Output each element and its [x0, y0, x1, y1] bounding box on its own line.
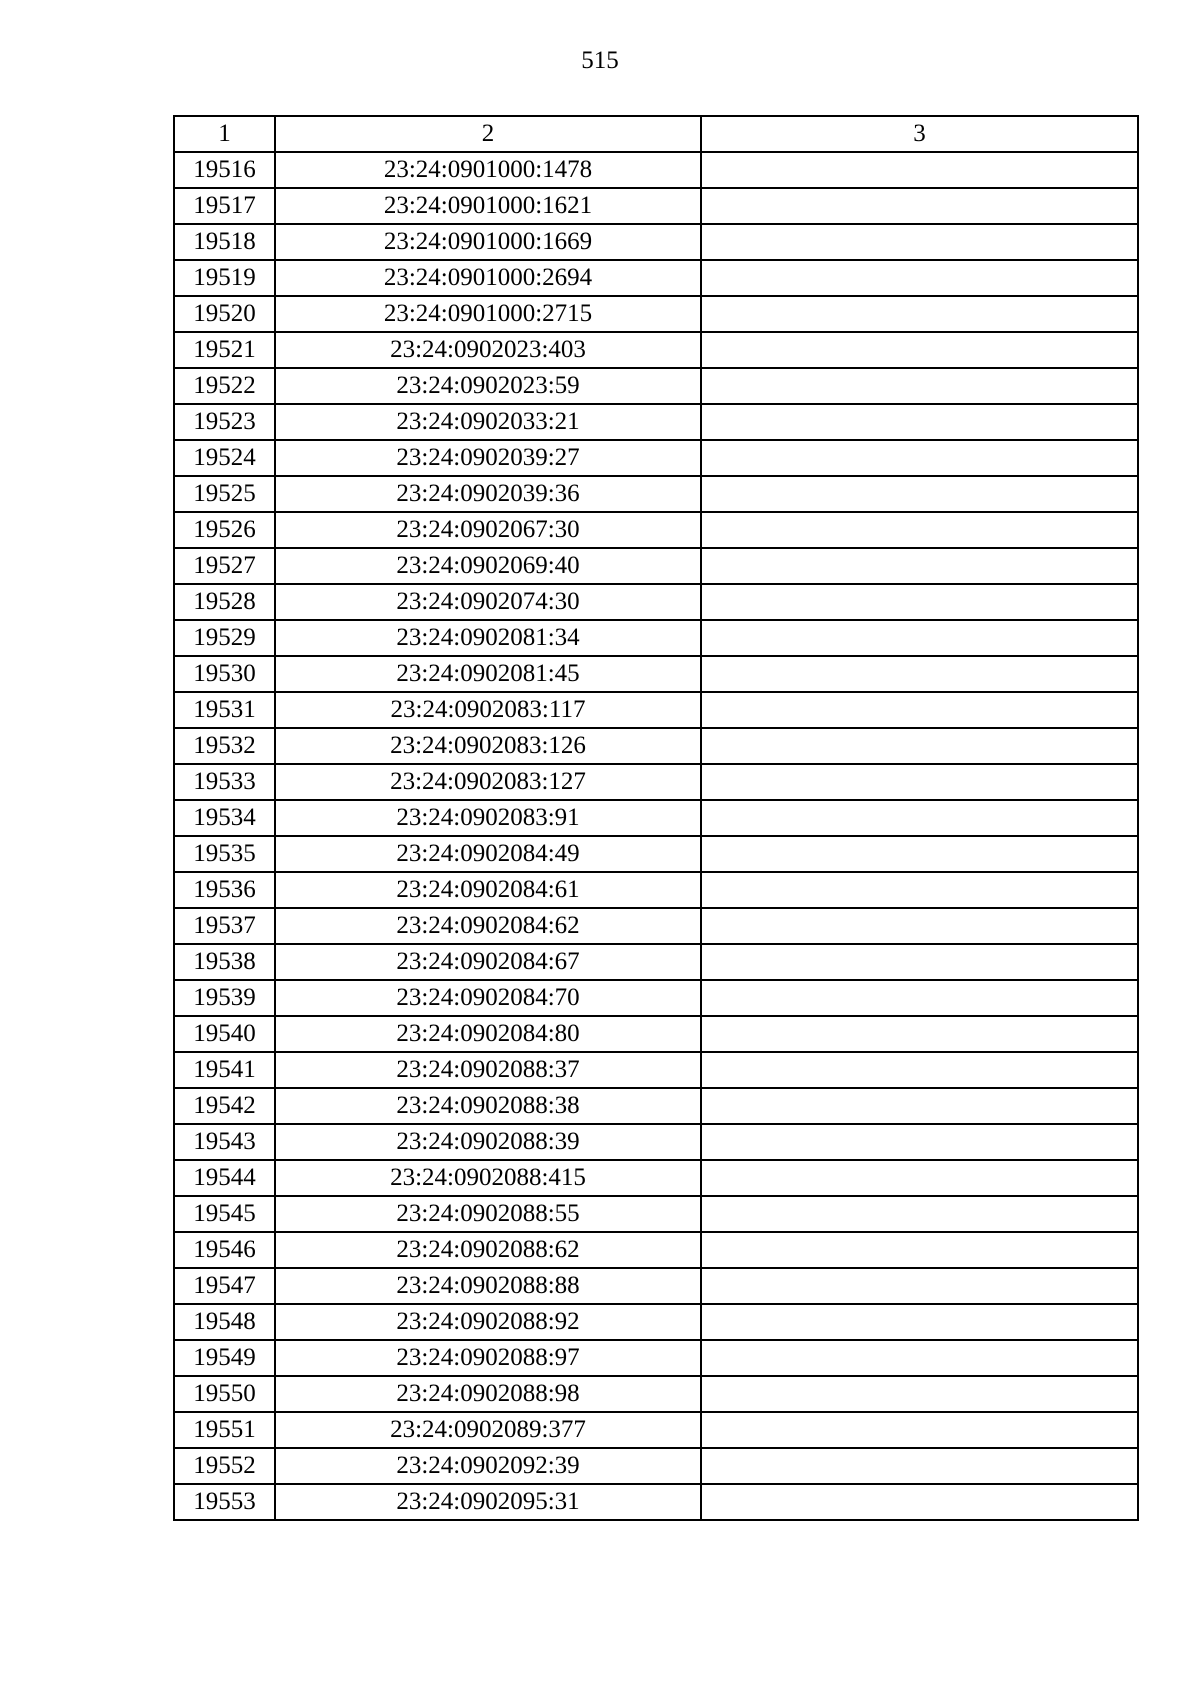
row-number-cell: 19543	[174, 1124, 275, 1160]
note-cell	[701, 1232, 1138, 1268]
table-row	[174, 836, 1138, 872]
note-cell	[701, 296, 1138, 332]
table-row	[174, 980, 1138, 1016]
table-row	[174, 404, 1138, 440]
note-cell	[701, 1124, 1138, 1160]
row-number-cell: 19516	[174, 152, 275, 188]
row-number-cell: 19541	[174, 1052, 275, 1088]
row-number-cell: 19530	[174, 656, 275, 692]
table-row	[174, 296, 1138, 332]
note-cell	[701, 728, 1138, 764]
note-cell	[701, 188, 1138, 224]
row-number-cell: 19517	[174, 188, 275, 224]
table-row	[174, 224, 1138, 260]
row-number-cell: 19540	[174, 1016, 275, 1052]
row-number-cell: 19538	[174, 944, 275, 980]
cadastral-number-cell: 23:24:0902083:127	[275, 764, 701, 800]
table-row	[174, 1196, 1138, 1232]
table-row	[174, 1232, 1138, 1268]
note-cell	[701, 476, 1138, 512]
row-number-cell: 19526	[174, 512, 275, 548]
table-row	[174, 1052, 1138, 1088]
table-header	[174, 116, 1138, 152]
note-cell	[701, 836, 1138, 872]
cadastral-number-cell: 23:24:0902095:31	[275, 1484, 701, 1520]
cadastral-number-cell: 23:24:0902083:126	[275, 728, 701, 764]
note-cell	[701, 1484, 1138, 1520]
cadastral-number-cell: 23:24:0902084:70	[275, 980, 701, 1016]
table-row	[174, 1376, 1138, 1412]
note-cell	[701, 1196, 1138, 1232]
row-number-cell: 19547	[174, 1268, 275, 1304]
table-row	[174, 152, 1138, 188]
row-number-cell: 19551	[174, 1412, 275, 1448]
header-row	[174, 116, 1138, 152]
table-row	[174, 1412, 1138, 1448]
note-cell	[701, 584, 1138, 620]
table-row	[174, 368, 1138, 404]
cadastral-number-cell: 23:24:0902088:98	[275, 1376, 701, 1412]
table-row	[174, 1448, 1138, 1484]
cadastral-number-cell: 23:24:0902039:36	[275, 476, 701, 512]
table-row	[174, 620, 1138, 656]
note-cell	[701, 224, 1138, 260]
table-row	[174, 440, 1138, 476]
note-cell	[701, 1376, 1138, 1412]
note-cell	[701, 908, 1138, 944]
table-row	[174, 512, 1138, 548]
note-cell	[701, 152, 1138, 188]
cadastral-number-cell: 23:24:0902088:88	[275, 1268, 701, 1304]
row-number-cell: 19544	[174, 1160, 275, 1196]
row-number-cell: 19525	[174, 476, 275, 512]
note-cell	[701, 1412, 1138, 1448]
table-body	[174, 152, 1138, 1520]
table-row	[174, 1160, 1138, 1196]
cadastral-number-cell: 23:24:0902039:27	[275, 440, 701, 476]
table-row	[174, 728, 1138, 764]
row-number-cell: 19545	[174, 1196, 275, 1232]
note-cell	[701, 1304, 1138, 1340]
cadastral-number-cell: 23:24:0902088:55	[275, 1196, 701, 1232]
cadastral-number-cell: 23:24:0902023:59	[275, 368, 701, 404]
note-cell	[701, 1052, 1138, 1088]
row-number-cell: 19542	[174, 1088, 275, 1124]
cadastral-number-cell: 23:24:0902088:92	[275, 1304, 701, 1340]
row-number-cell: 19528	[174, 584, 275, 620]
column-header-2: 2	[275, 116, 701, 152]
row-number-cell: 19520	[174, 296, 275, 332]
row-number-cell: 19521	[174, 332, 275, 368]
cadastral-number-cell: 23:24:0902083:91	[275, 800, 701, 836]
column-header-3: 3	[701, 116, 1138, 152]
note-cell	[701, 260, 1138, 296]
row-number-cell: 19550	[174, 1376, 275, 1412]
note-cell	[701, 1088, 1138, 1124]
row-number-cell: 19548	[174, 1304, 275, 1340]
cadastral-number-cell: 23:24:0902088:39	[275, 1124, 701, 1160]
row-number-cell: 19523	[174, 404, 275, 440]
row-number-cell: 19553	[174, 1484, 275, 1520]
cadastral-number-cell: 23:24:0902084:62	[275, 908, 701, 944]
cadastral-number-cell: 23:24:0902088:38	[275, 1088, 701, 1124]
cadastral-number-cell: 23:24:0902088:62	[275, 1232, 701, 1268]
row-number-cell: 19534	[174, 800, 275, 836]
row-number-cell: 19519	[174, 260, 275, 296]
table-row	[174, 656, 1138, 692]
note-cell	[701, 1268, 1138, 1304]
cadastral-number-cell: 23:24:0902088:97	[275, 1340, 701, 1376]
cadastral-number-cell: 23:24:0902081:34	[275, 620, 701, 656]
table-row	[174, 1340, 1138, 1376]
cadastral-number-cell: 23:24:0902088:415	[275, 1160, 701, 1196]
table-row	[174, 1124, 1138, 1160]
table-row	[174, 1268, 1138, 1304]
note-cell	[701, 1448, 1138, 1484]
table-row	[174, 332, 1138, 368]
note-cell	[701, 980, 1138, 1016]
cadastral-number-cell: 23:24:0902069:40	[275, 548, 701, 584]
cadastral-number-cell: 23:24:0902084:67	[275, 944, 701, 980]
table-row	[174, 1088, 1138, 1124]
table-row	[174, 548, 1138, 584]
cadastral-number-cell: 23:24:0902081:45	[275, 656, 701, 692]
cadastral-number-cell: 23:24:0901000:1478	[275, 152, 701, 188]
row-number-cell: 19549	[174, 1340, 275, 1376]
note-cell	[701, 800, 1138, 836]
row-number-cell: 19531	[174, 692, 275, 728]
cadastral-number-cell: 23:24:0901000:2715	[275, 296, 701, 332]
note-cell	[701, 656, 1138, 692]
note-cell	[701, 548, 1138, 584]
cadastral-number-cell: 23:24:0902083:117	[275, 692, 701, 728]
row-number-cell: 19532	[174, 728, 275, 764]
row-number-cell: 19536	[174, 872, 275, 908]
cadastral-number-cell: 23:24:0901000:1621	[275, 188, 701, 224]
table-row	[174, 908, 1138, 944]
note-cell	[701, 944, 1138, 980]
registry-table	[173, 115, 1139, 1521]
row-number-cell: 19522	[174, 368, 275, 404]
row-number-cell: 19537	[174, 908, 275, 944]
note-cell	[701, 1160, 1138, 1196]
row-number-cell: 19527	[174, 548, 275, 584]
table-row	[174, 584, 1138, 620]
cadastral-number-cell: 23:24:0902088:37	[275, 1052, 701, 1088]
table-row	[174, 872, 1138, 908]
cadastral-number-cell: 23:24:0902067:30	[275, 512, 701, 548]
cadastral-number-cell: 23:24:0902074:30	[275, 584, 701, 620]
note-cell	[701, 404, 1138, 440]
note-cell	[701, 368, 1138, 404]
page-number: 515	[581, 47, 619, 74]
cadastral-number-cell: 23:24:0902033:21	[275, 404, 701, 440]
table-row	[174, 1304, 1138, 1340]
note-cell	[701, 872, 1138, 908]
row-number-cell: 19535	[174, 836, 275, 872]
row-number-cell: 19518	[174, 224, 275, 260]
cadastral-number-cell: 23:24:0902023:403	[275, 332, 701, 368]
cadastral-number-cell: 23:24:0902092:39	[275, 1448, 701, 1484]
row-number-cell: 19524	[174, 440, 275, 476]
row-number-cell: 19546	[174, 1232, 275, 1268]
table-row	[174, 476, 1138, 512]
row-number-cell: 19539	[174, 980, 275, 1016]
row-number-cell: 19533	[174, 764, 275, 800]
row-number-cell: 19552	[174, 1448, 275, 1484]
cadastral-number-cell: 23:24:0902089:377	[275, 1412, 701, 1448]
table-row	[174, 944, 1138, 980]
table-row	[174, 260, 1138, 296]
table-row	[174, 1016, 1138, 1052]
cadastral-number-cell: 23:24:0901000:1669	[275, 224, 701, 260]
note-cell	[701, 1340, 1138, 1376]
table-row	[174, 188, 1138, 224]
cadastral-number-cell: 23:24:0902084:80	[275, 1016, 701, 1052]
table-row	[174, 800, 1138, 836]
cadastral-number-cell: 23:24:0901000:2694	[275, 260, 701, 296]
table-row	[174, 764, 1138, 800]
table-row	[174, 692, 1138, 728]
row-number-cell: 19529	[174, 620, 275, 656]
note-cell	[701, 620, 1138, 656]
note-cell	[701, 1016, 1138, 1052]
note-cell	[701, 692, 1138, 728]
column-header-1: 1	[174, 116, 275, 152]
note-cell	[701, 332, 1138, 368]
note-cell	[701, 512, 1138, 548]
cadastral-number-cell: 23:24:0902084:61	[275, 872, 701, 908]
cadastral-number-cell: 23:24:0902084:49	[275, 836, 701, 872]
note-cell	[701, 764, 1138, 800]
note-cell	[701, 440, 1138, 476]
table-row	[174, 1484, 1138, 1520]
